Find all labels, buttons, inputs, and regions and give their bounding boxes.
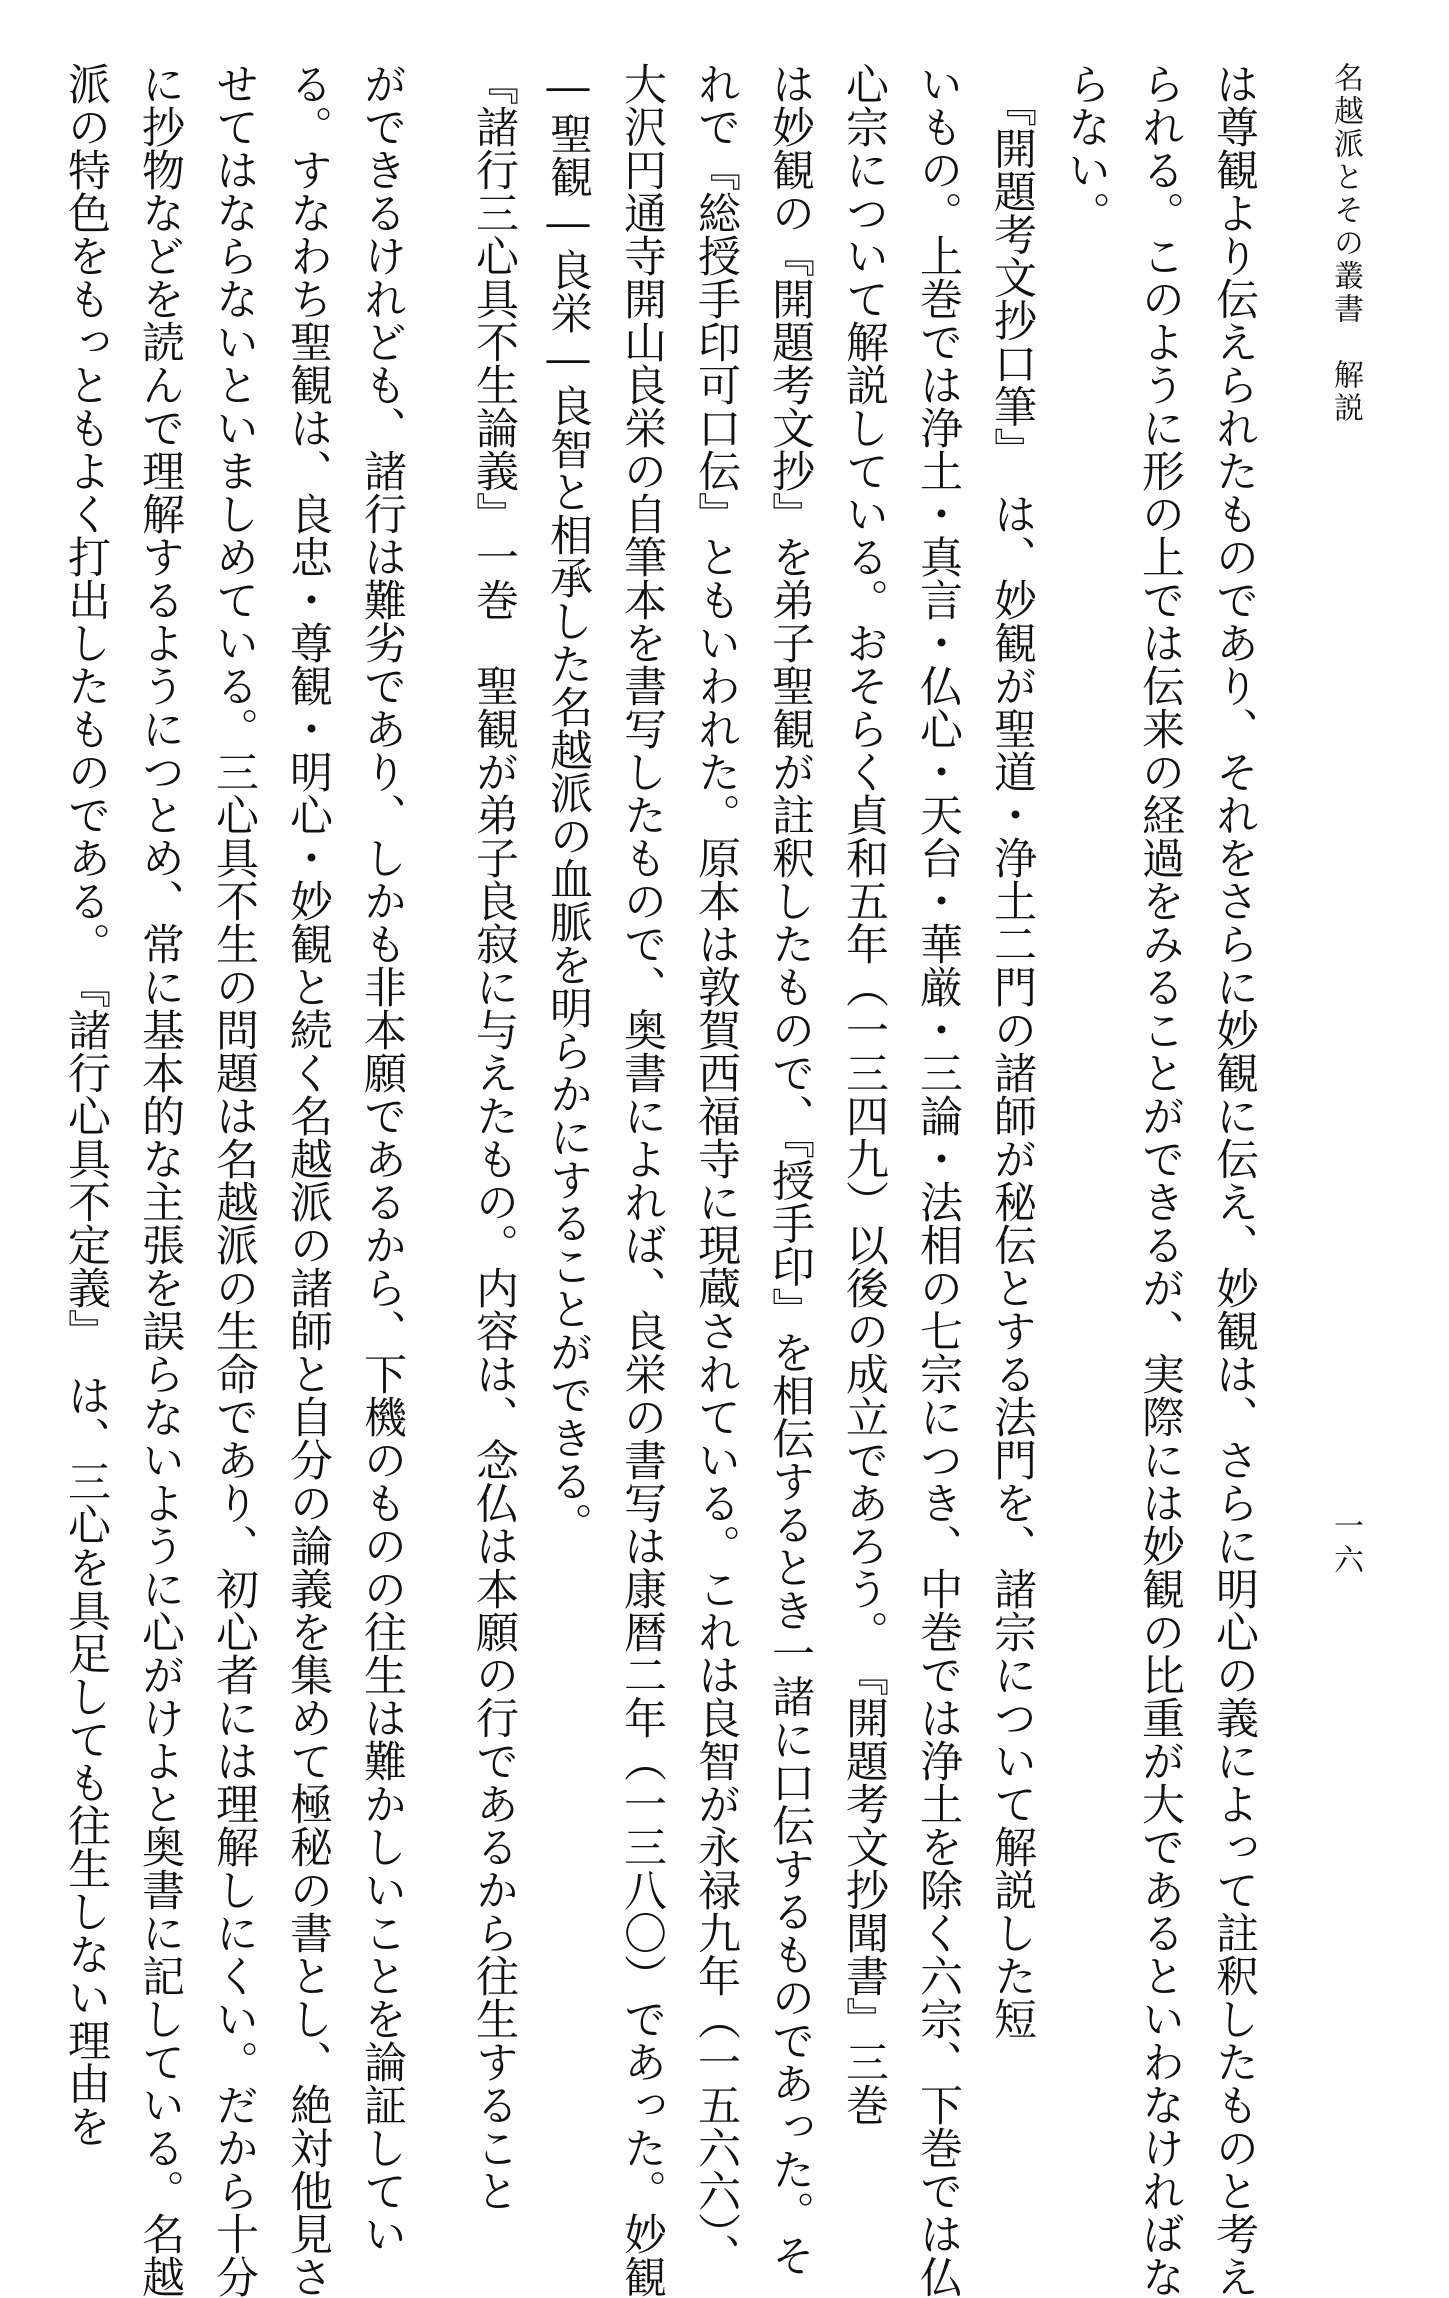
body-text	[49, 62, 1271, 2298]
text-line: は妙観の『開題考文抄』を弟子聖観が註釈したもので、『授手印』を相伝するとき一諸に口伝するものであった。そ	[765, 62, 815, 2277]
text-line: 派の特色をもっともよく打出したものである。 『諸行心具不定義』 は、三心を具足しても往生しない理由を	[61, 62, 111, 2148]
text-line: 心宗について解説している。おそらく貞和五年（一三四九）以後の成立であろう。 『開題考文抄聞書』三巻	[839, 62, 889, 2126]
text-line: られる。このように形の上では伝来の経過をみることができるが、実際には妙観の比重が大であるといわなければな	[1135, 62, 1185, 2298]
text-line: 大沢円通寺開山良栄の自筆本を書写したもので、奥書によれば、良栄の書写は康暦二年（一三八〇）であった。妙観	[617, 62, 667, 2298]
text-line: せてはならないといましめている。三心具不生の問題は名越派の生命であり、初心者には理解しにくい。だから十分	[209, 62, 259, 2298]
text-line: ができるけれども、諸行は難劣であり、しかも非本願であるから、下機のものの往生は難かしいことを論証してい	[357, 62, 407, 2255]
text-line: 『諸行三心具不生論義』一巻 聖観が弟子良寂に与えたもの。内容は、念仏は本願の行であるから往生すること	[469, 62, 519, 2212]
text-line: は尊観より伝えられたものであり、それをさらに妙観に伝え、妙観は、さらに明心の義によって註釈したものと考え	[1209, 62, 1259, 2298]
page-number: 一六	[1328, 1510, 1363, 1578]
text-line: に抄物などを読んで理解するようにつとめ、常に基本的な主張を誤らないように心がけよと奥書に記している。名越	[135, 62, 185, 2298]
text-line: いもの。上巻では浄土・真言・仏心・天台・華厳・三論・法相の七宗につき、中巻では浄土を除く六宗、下巻では仏	[913, 62, 963, 2298]
running-header: 名越派とその叢書 解説	[1328, 62, 1363, 425]
text-line: らない。	[1061, 62, 1111, 234]
text-line: る。すなわち聖観は、良忠・尊観・明心・妙観と続く名越派の諸師と自分の論義を集めて極秘の書とし、絶対他見さ	[283, 62, 333, 2298]
text-line: れで『総授手印可口伝』ともいわれた。原本は敦賀西福寺に現蔵されている。これは良智が永禄九年（一五六六）、	[691, 62, 741, 2277]
text-line: ―聖観―良栄―良智と相承した名越派の血脈を明らかにすることができる。	[543, 62, 593, 1545]
text-line: 『開題考文抄口筆』 は、妙観が聖道・浄土二門の諸師が秘伝とする法門を、諸宗について解説した短	[987, 62, 1037, 2040]
